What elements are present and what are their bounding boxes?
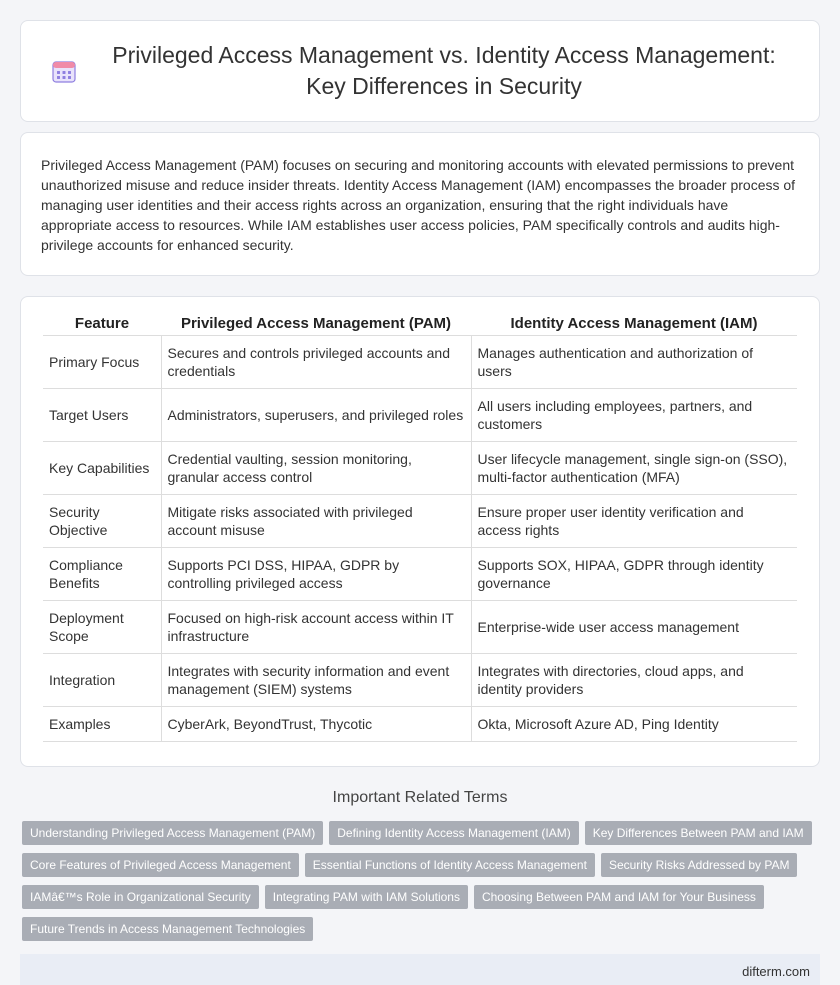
- comparison-table-card: [20, 296, 820, 767]
- header-pam: Privileged Access Management (PAM): [161, 311, 471, 336]
- iam-cell: Integrates with directories, cloud apps, and identity providers: [471, 654, 797, 707]
- related-term-tag[interactable]: Understanding Privileged Access Management (PAM): [22, 821, 323, 845]
- iam-cell: User lifecycle management, single sign-on (SSO), multi-factor authentication (MFA): [471, 442, 797, 495]
- iam-cell: Okta, Microsoft Azure AD, Ping Identity: [471, 707, 797, 742]
- intro-text: Privileged Access Management (PAM) focuses on securing and monitoring accounts with elevated permissions to prevent unauthorized misuse and reduce insider threats. Identity Access Management (IAM) encompasses the broader process of managing user identities and their access rights across an organization, ensuring that the right individuals have appropriate access to resources. While IAM establishes user access policies, PAM specifically controls and audits high-privilege accounts for enhanced security.: [41, 157, 796, 253]
- related-term-tag[interactable]: IAMâ€™s Role in Organizational Security: [22, 885, 259, 909]
- pam-cell: Supports PCI DSS, HIPAA, GDPR by controlling privileged access: [161, 548, 471, 601]
- table-row: [43, 601, 797, 654]
- header-iam: Identity Access Management (IAM): [471, 311, 797, 336]
- iam-cell: Enterprise-wide user access management: [471, 601, 797, 654]
- table-row: [43, 442, 797, 495]
- pam-cell: Focused on high-risk account access within IT infrastructure: [161, 601, 471, 654]
- pam-cell: Integrates with security information and event management (SIEM) systems: [161, 654, 471, 707]
- feature-cell: Target Users: [43, 389, 161, 442]
- related-term-tag[interactable]: Essential Functions of Identity Access Management: [305, 853, 595, 877]
- related-terms-title: Important Related Terms: [332, 789, 508, 806]
- related-term-tag[interactable]: Key Differences Between PAM and IAM: [585, 821, 812, 845]
- iam-cell: Manages authentication and authorization of users: [471, 336, 797, 389]
- pam-cell: Administrators, superusers, and privileged roles: [161, 389, 471, 442]
- related-term-tag[interactable]: Security Risks Addressed by PAM: [601, 853, 798, 877]
- feature-cell: Examples: [43, 707, 161, 742]
- comparison-table: [43, 311, 797, 742]
- intro-card: [20, 132, 820, 276]
- related-terms-list: [22, 821, 818, 941]
- related-term-tag[interactable]: Choosing Between PAM and IAM for Your Business: [474, 885, 764, 909]
- feature-cell: Integration: [43, 654, 161, 707]
- header-feature: Feature: [43, 311, 161, 336]
- table-row: [43, 389, 797, 442]
- pam-cell: Secures and controls privileged accounts and credentials: [161, 336, 471, 389]
- site-link[interactable]: difterm.com: [742, 963, 810, 979]
- feature-cell: Compliance Benefits: [43, 548, 161, 601]
- iam-cell: All users including employees, partners, and customers: [471, 389, 797, 442]
- related-term-tag[interactable]: Core Features of Privileged Access Management: [22, 853, 299, 877]
- table-row: [43, 707, 797, 742]
- feature-cell: Deployment Scope: [43, 601, 161, 654]
- related-term-tag[interactable]: Integrating PAM with IAM Solutions: [265, 885, 468, 909]
- table-row: [43, 336, 797, 389]
- iam-cell: Supports SOX, HIPAA, GDPR through identity governance: [471, 548, 797, 601]
- page-title: Privileged Access Management vs. Identity Access Management: Key Differences in Security: [112, 42, 776, 99]
- table-row: [43, 654, 797, 707]
- footer: [20, 954, 820, 985]
- header-card: [20, 20, 820, 122]
- table-header-row: [43, 311, 797, 336]
- pam-cell: CyberArk, BeyondTrust, Thycotic: [161, 707, 471, 742]
- related-term-tag[interactable]: Defining Identity Access Management (IAM): [329, 821, 578, 845]
- table-row: [43, 548, 797, 601]
- table-row: [43, 495, 797, 548]
- pam-cell: Credential vaulting, session monitoring, granular access control: [161, 442, 471, 495]
- pam-cell: Mitigate risks associated with privileged account misuse: [161, 495, 471, 548]
- calendar-icon: [51, 58, 77, 84]
- feature-cell: Primary Focus: [43, 336, 161, 389]
- feature-cell: Security Objective: [43, 495, 161, 548]
- feature-cell: Key Capabilities: [43, 442, 161, 495]
- related-term-tag[interactable]: Future Trends in Access Management Technologies: [22, 917, 313, 941]
- iam-cell: Ensure proper user identity verification and access rights: [471, 495, 797, 548]
